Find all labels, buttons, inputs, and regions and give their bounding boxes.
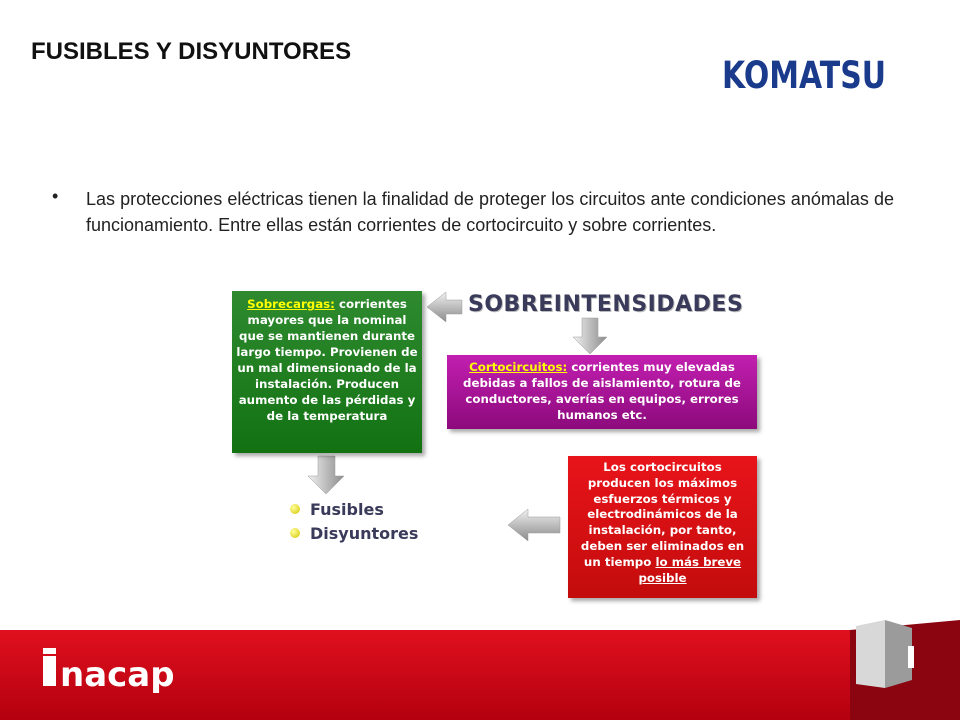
building-icon (856, 620, 914, 688)
svg-text:KOMATSU: KOMATSU (722, 53, 886, 98)
efectos-emphasis-1: lo más breve (655, 554, 742, 569)
bullet-dot-icon (290, 504, 300, 514)
cortocircuitos-text: corrientes muy elevadas debidas a fallos de aislamiento, rotura de conductores, averías en equipos, errores humanos etc. (463, 360, 741, 422)
arrow-down-to-cortocircuitos (573, 318, 607, 354)
bullet-dot-icon (290, 528, 300, 538)
inacap-logo (43, 648, 175, 695)
efectos-emphasis-2: posible (638, 570, 687, 585)
sobrecargas-text: corrientes mayores que la nominal que se mantienen durante largo tiempo. Provienen de un mal dimensionado de la instalación. Producen aumento de las pérdidas y de la temperatura (236, 297, 418, 423)
arrow-down-to-devices (308, 456, 344, 494)
device-disyuntores: Disyuntores (310, 524, 419, 543)
sobrecargas-box (232, 291, 422, 453)
list-item (290, 498, 418, 522)
list-item (290, 522, 418, 546)
sobreintensidades-heading: SOBREINTENSIDADES (468, 292, 744, 317)
device-fusibles: Fusibles (310, 500, 384, 519)
svg-text:nacap: nacap (60, 655, 175, 695)
efectos-text: Los cortocircuitos producen los máximos esfuerzos térmicos y electrodinámicos de la instalación, por tanto, deben ser eliminados en un tiempo (580, 460, 745, 569)
intro-text: Las protecciones eléctricas tienen la finalidad de proteger los circuitos ante condiciones anómalas de funcionamiento. Entre ellas están corrientes de cortocircuito y sobre corrientes. (86, 189, 894, 235)
cortocircuitos-lead: Cortocircuitos: (469, 360, 568, 374)
arrow-left-to-devices (508, 509, 560, 541)
devices-list (290, 498, 418, 546)
sobrecargas-lead: Sobrecargas: (247, 297, 335, 311)
arrow-left-to-sobrecargas (427, 292, 462, 322)
efectos-box (568, 456, 757, 598)
cortocircuitos-box (447, 355, 757, 429)
footer-band (0, 620, 960, 720)
page-title: FUSIBLES Y DISYUNTORES (31, 38, 352, 65)
bullet-icon: • (52, 186, 59, 206)
